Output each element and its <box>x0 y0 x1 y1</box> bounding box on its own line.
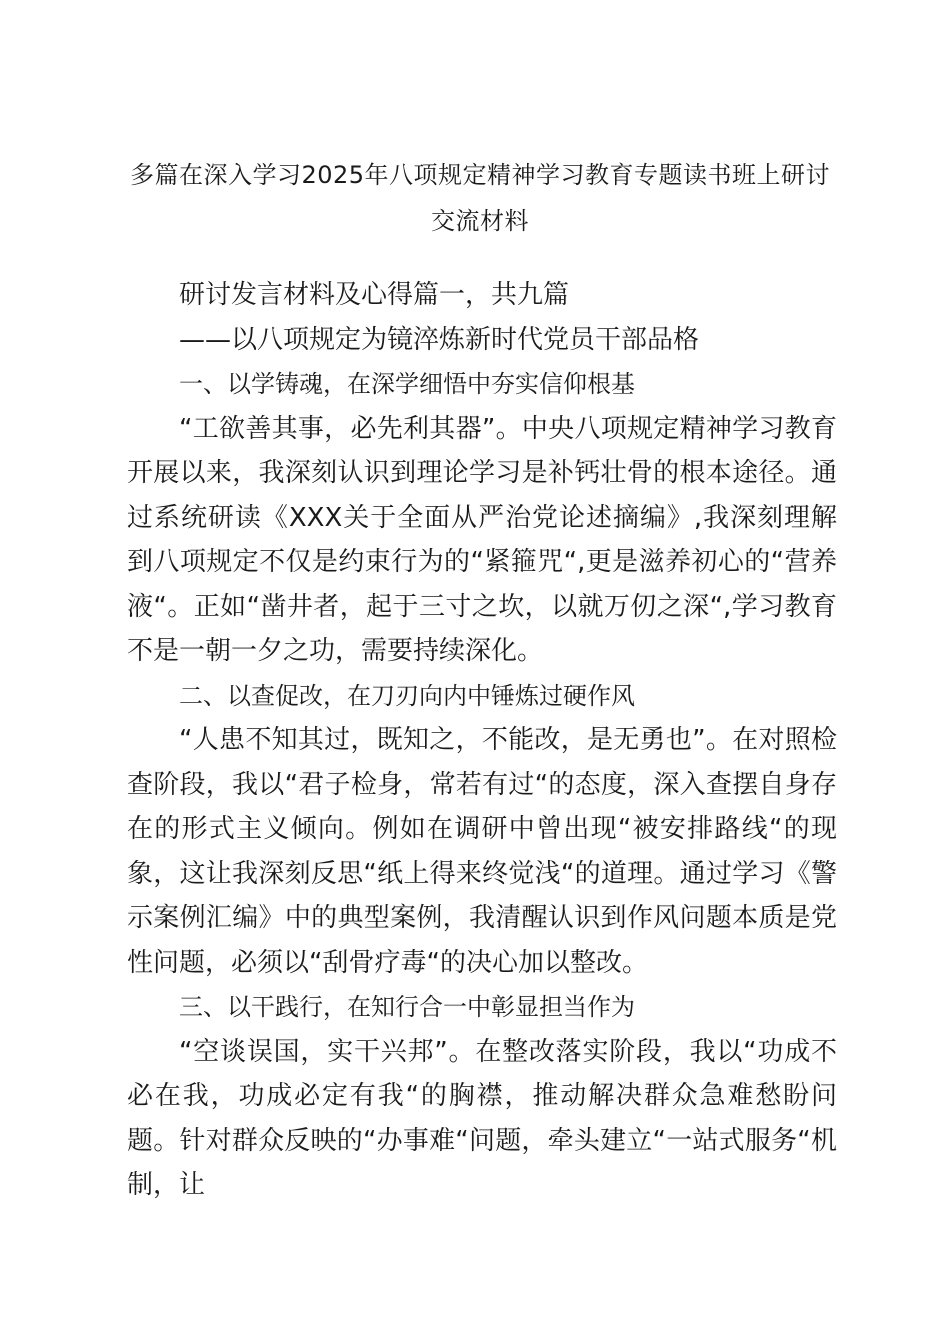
section-heading-2: 二、以查促改，在刀刃向内中锤炼过硬作风 <box>179 681 635 710</box>
section-paragraph-3: “空谈误国，实干兴邦”。在整改落实阶段，我以“功成不必在我，功成必定有我“的胸襟，推动解决群众急难愁盼问题。针对群众反映的“办事难“问题，牵头建立“一站式服务“机制，让 <box>127 1036 837 1200</box>
intro-line: 研讨发言材料及心得篇一，共九篇 <box>179 280 570 310</box>
document-title: 多篇在深入学习2025年八项规定精神学习教育专题读书班上研讨交流材料 <box>129 161 831 235</box>
section-paragraph-2: “人患不知其过，既知之，不能改，是无勇也”。在对照检查阶段，我以“君子检身，常若有过“的态度，深入查摆自身存在的形式主义倾向。例如在调研中曾出现“被安排路线“的现象，这让我深刻反思“纸上得来终觉浅“的道理。通过学习《警示案例汇编》中的典型案例，我清醒认识到作风问题本质是党性问题，必须以“刮骨疗毒“的决心加以整改。 <box>127 725 837 978</box>
document-body <box>127 273 837 1208</box>
section-paragraph-1: “工欲善其事，必先利其器”。中央八项规定精神学习教育开展以来，我深刻认识到理论学习是补钙壮骨的根本途径。通过系统研读《XXX关于全面从严治党论述摘编》,我深刻理解到八项规定不仅是约束行为的“紧箍咒“,更是滋养初心的“营养液“。正如“凿井者，起于三寸之坎，以就万仞之深“,学习教育不是一朝一夕之功，需要持续深化。 <box>127 413 837 666</box>
section-heading-1: 一、以学铸魂，在深学细悟中夯实信仰根基 <box>179 370 635 398</box>
section-heading-3: 三、以干践行，在知行合一中彰显担当作为 <box>179 993 635 1021</box>
subtitle-line: ——以八项规定为镜淬炼新时代党员干部品格 <box>179 324 700 355</box>
